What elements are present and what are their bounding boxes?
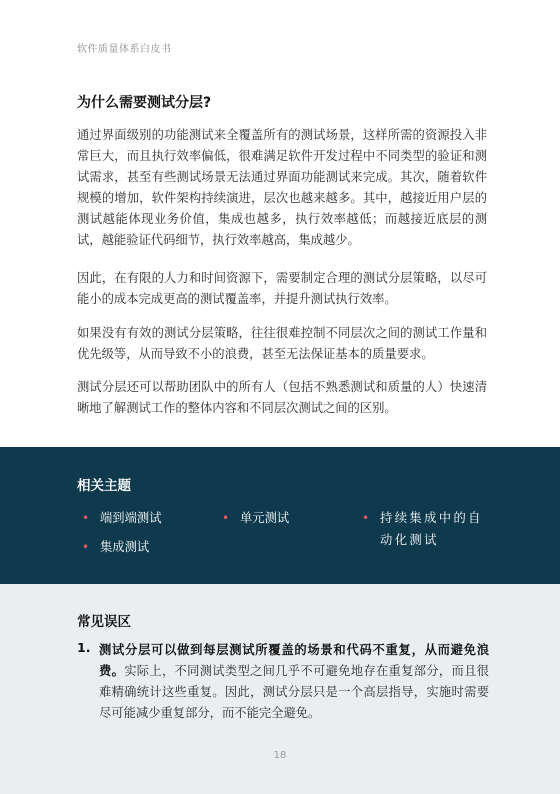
section-title: 为什么需要测试分层? [77, 95, 212, 111]
running-header: 软件质量体系白皮书 [77, 44, 172, 55]
misconceptions-title: 常见误区 [77, 614, 131, 630]
bullet-icon: • [362, 511, 372, 525]
related-topics-panel [0, 447, 560, 584]
related-topic-integration [82, 536, 150, 558]
related-topics-title: 相关主题 [77, 478, 131, 494]
related-topic-e2e [82, 507, 162, 529]
related-topic-label: 端到端测试 [100, 511, 162, 525]
related-topic-label: 持续集成中的自动化测试 [380, 511, 483, 547]
page-number: 18 [273, 750, 287, 761]
body-paragraph-4: 测试分层还可以帮助团队中的所有人（包括不熟悉测试和质量的人）快速清晰地了解测试工作的整体内容和不同层次测试之间的区别。 [77, 380, 487, 415]
body-paragraph-1: 通过界面级别的功能测试来全覆盖所有的测试场景，这样所需的资源投入非常巨大，而且执行效率偏低，很难满足软件开发过程中不同类型的验证和测试需求，甚至有些测试场景无法通过界面功能测试来完成。其次，随着软件规模的增加，软件架构持续演进，层次也越来越多。其中，越接近用户层的测试越能体现业务价值，集成也越多，执行效率越低；而越接近底层的测试，越能验证代码细节，执行效率越高，集成越少。 [77, 128, 487, 247]
body-paragraph-3: 如果没有有效的测试分层策略，往往很难控制不同层次之间的测试工作量和优先级等，从而导致不小的浪费，甚至无法保证基本的质量要求。 [77, 326, 487, 361]
bullet-icon: • [82, 540, 90, 554]
body-paragraph-2: 因此，在有限的人力和时间资源下，需要制定合理的测试分层策略，以尽可能小的成本完成更高的测试覆盖率，并提升测试执行效率。 [77, 271, 487, 306]
misconception-number: 1. [77, 640, 91, 655]
related-topic-unit [222, 507, 290, 529]
related-topic-ci-automation [362, 507, 490, 551]
related-topic-label: 单元测试 [240, 511, 290, 525]
bullet-icon: • [82, 511, 90, 525]
related-topic-label: 集成测试 [100, 540, 150, 554]
misconception-explanation: 实际上，不同测试类型之间几乎不可避免地存在重复部分，而且很难精确统计这些重复。因此，测试分层只是一个高层指导，实施时需要尽可能减少重复部分，而不能完全避免。 [99, 664, 489, 720]
misconception-statement: 测试分层可以做到每层测试所覆盖的场景和代码不重复，从而避免浪费。 [99, 643, 489, 678]
misconception-item-1 [99, 640, 489, 724]
bullet-icon: • [222, 511, 230, 525]
misconceptions-panel [0, 584, 560, 794]
